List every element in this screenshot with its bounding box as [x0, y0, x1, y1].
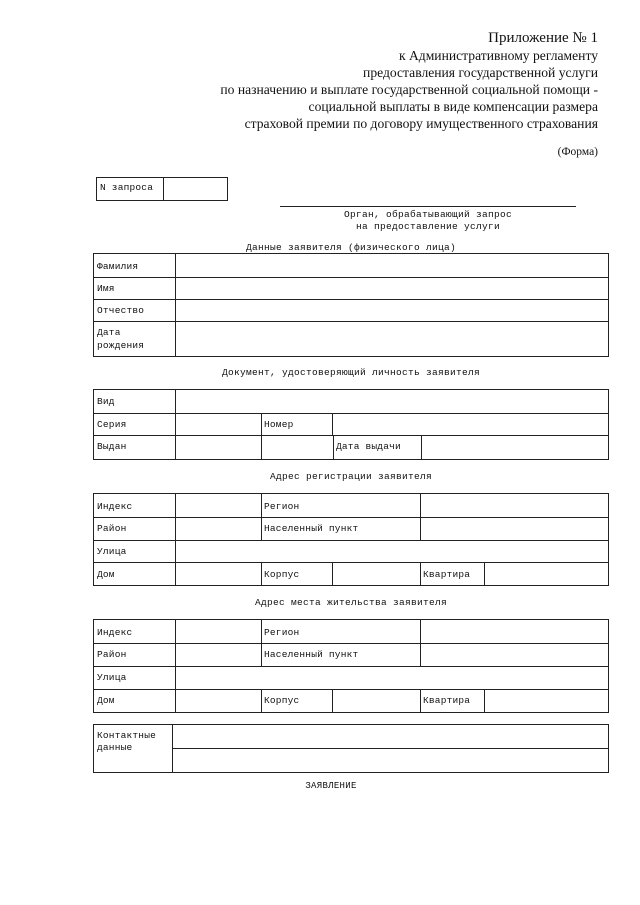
live-locality-label: Населенный пункт: [264, 649, 359, 660]
birth-date-label-line-1: Дата: [97, 327, 121, 338]
surname-label: Фамилия: [97, 261, 139, 272]
doc-kind-field[interactable]: [176, 390, 608, 413]
doc-kind-label: Вид: [97, 396, 115, 407]
doc-number-field[interactable]: [333, 414, 608, 435]
reg-address-section-title: Адрес регистрации заявителя: [269, 471, 433, 482]
divider: [261, 689, 262, 712]
divider: [420, 562, 421, 585]
contacts-label-line-1: Контактные: [97, 730, 157, 741]
surname-field[interactable]: [176, 254, 608, 277]
contacts-field-2[interactable]: [173, 749, 608, 772]
reg-district-label: Район: [97, 523, 127, 534]
reg-street-label: Улица: [97, 546, 127, 557]
contacts-field-1[interactable]: [173, 725, 608, 748]
contacts-label-line-2: данные: [97, 742, 133, 753]
live-region-label: Регион: [264, 627, 300, 638]
contacts-label: [97, 730, 156, 754]
request-number-field[interactable]: [164, 178, 227, 200]
reg-apartment-field[interactable]: [485, 563, 608, 585]
reg-locality-field[interactable]: [421, 518, 608, 540]
patronymic-label: Отчество: [97, 305, 145, 316]
contacts-table: [93, 724, 609, 773]
organ-caption-line-2: на предоставление услуги: [355, 221, 501, 232]
live-building-field[interactable]: [333, 690, 420, 712]
header-line-4: по назначению и выплате государственной социальной помощи -: [220, 82, 598, 97]
request-number-box: [96, 177, 228, 201]
document-section-title: Документ, удостоверяющий личность заявителя: [221, 367, 481, 378]
live-street-field[interactable]: [176, 667, 608, 689]
doc-issue-date-label: Дата выдачи: [336, 441, 401, 452]
live-district-label: Район: [97, 649, 127, 660]
birth-date-field[interactable]: [176, 322, 608, 356]
live-house-field[interactable]: [176, 690, 261, 712]
name-field[interactable]: [176, 278, 608, 299]
name-label: Имя: [97, 283, 115, 294]
live-street-label: Улица: [97, 672, 127, 683]
reg-district-field[interactable]: [176, 518, 261, 540]
live-district-field[interactable]: [176, 644, 261, 666]
reg-region-field[interactable]: [421, 494, 608, 517]
reg-index-label: Индекс: [97, 501, 133, 512]
request-number-label: N запроса: [100, 182, 154, 193]
applicant-table: [93, 253, 609, 357]
live-apartment-field[interactable]: [485, 690, 608, 712]
live-building-label: Корпус: [264, 695, 300, 706]
reg-building-label: Корпус: [264, 569, 300, 580]
doc-issue-date-field[interactable]: [422, 436, 608, 459]
reg-address-table: [93, 493, 609, 586]
reg-house-label: Дом: [97, 569, 115, 580]
header-line-2: к Административному регламенту: [398, 48, 598, 63]
birth-date-label: [97, 326, 144, 352]
reg-house-field[interactable]: [176, 563, 261, 585]
appendix-title: Приложение № 1: [488, 30, 598, 46]
divider: [261, 620, 262, 666]
reg-region-label: Регион: [264, 501, 300, 512]
reg-locality-label: Населенный пункт: [264, 523, 359, 534]
appendix-header: [220, 30, 598, 132]
birth-date-label-line-2: рождения: [97, 340, 145, 351]
statement-title: ЗАЯВЛЕНИЕ: [305, 781, 357, 791]
reg-apartment-label: Квартира: [423, 569, 471, 580]
doc-issued-field[interactable]: [176, 436, 333, 459]
doc-series-field[interactable]: [176, 414, 261, 435]
live-address-section-title: Адрес места жительства заявителя: [254, 597, 448, 608]
divider: [261, 562, 262, 585]
header-line-5: социальной выплаты в виде компенсации размера: [308, 99, 598, 114]
live-index-field[interactable]: [176, 620, 261, 643]
live-index-label: Индекс: [97, 627, 133, 638]
applicant-section-title: Данные заявителя (физического лица): [245, 242, 457, 253]
header-line-3: предоставления государственной услуги: [363, 65, 598, 80]
live-apartment-label: Квартира: [423, 695, 471, 706]
reg-index-field[interactable]: [176, 494, 261, 517]
divider: [420, 689, 421, 712]
doc-issued-label: Выдан: [97, 441, 127, 452]
divider: [261, 494, 262, 540]
live-house-label: Дом: [97, 695, 115, 706]
document-table: [93, 389, 609, 460]
doc-series-label: Серия: [97, 419, 127, 430]
reg-street-field[interactable]: [176, 541, 608, 562]
live-locality-field[interactable]: [421, 644, 608, 666]
form-label: (Форма): [557, 146, 598, 158]
live-region-field[interactable]: [421, 620, 608, 643]
organ-caption: [280, 209, 576, 233]
live-address-table: [93, 619, 609, 713]
doc-number-label: Номер: [264, 419, 294, 430]
organ-caption-line-1: Орган, обрабатывающий запрос: [343, 209, 513, 220]
patronymic-field[interactable]: [176, 300, 608, 321]
divider: [333, 435, 334, 459]
reg-building-field[interactable]: [333, 563, 420, 585]
organ-line[interactable]: [280, 206, 576, 207]
header-line-6: страховой премии по договору имущественного страхования: [244, 116, 598, 131]
